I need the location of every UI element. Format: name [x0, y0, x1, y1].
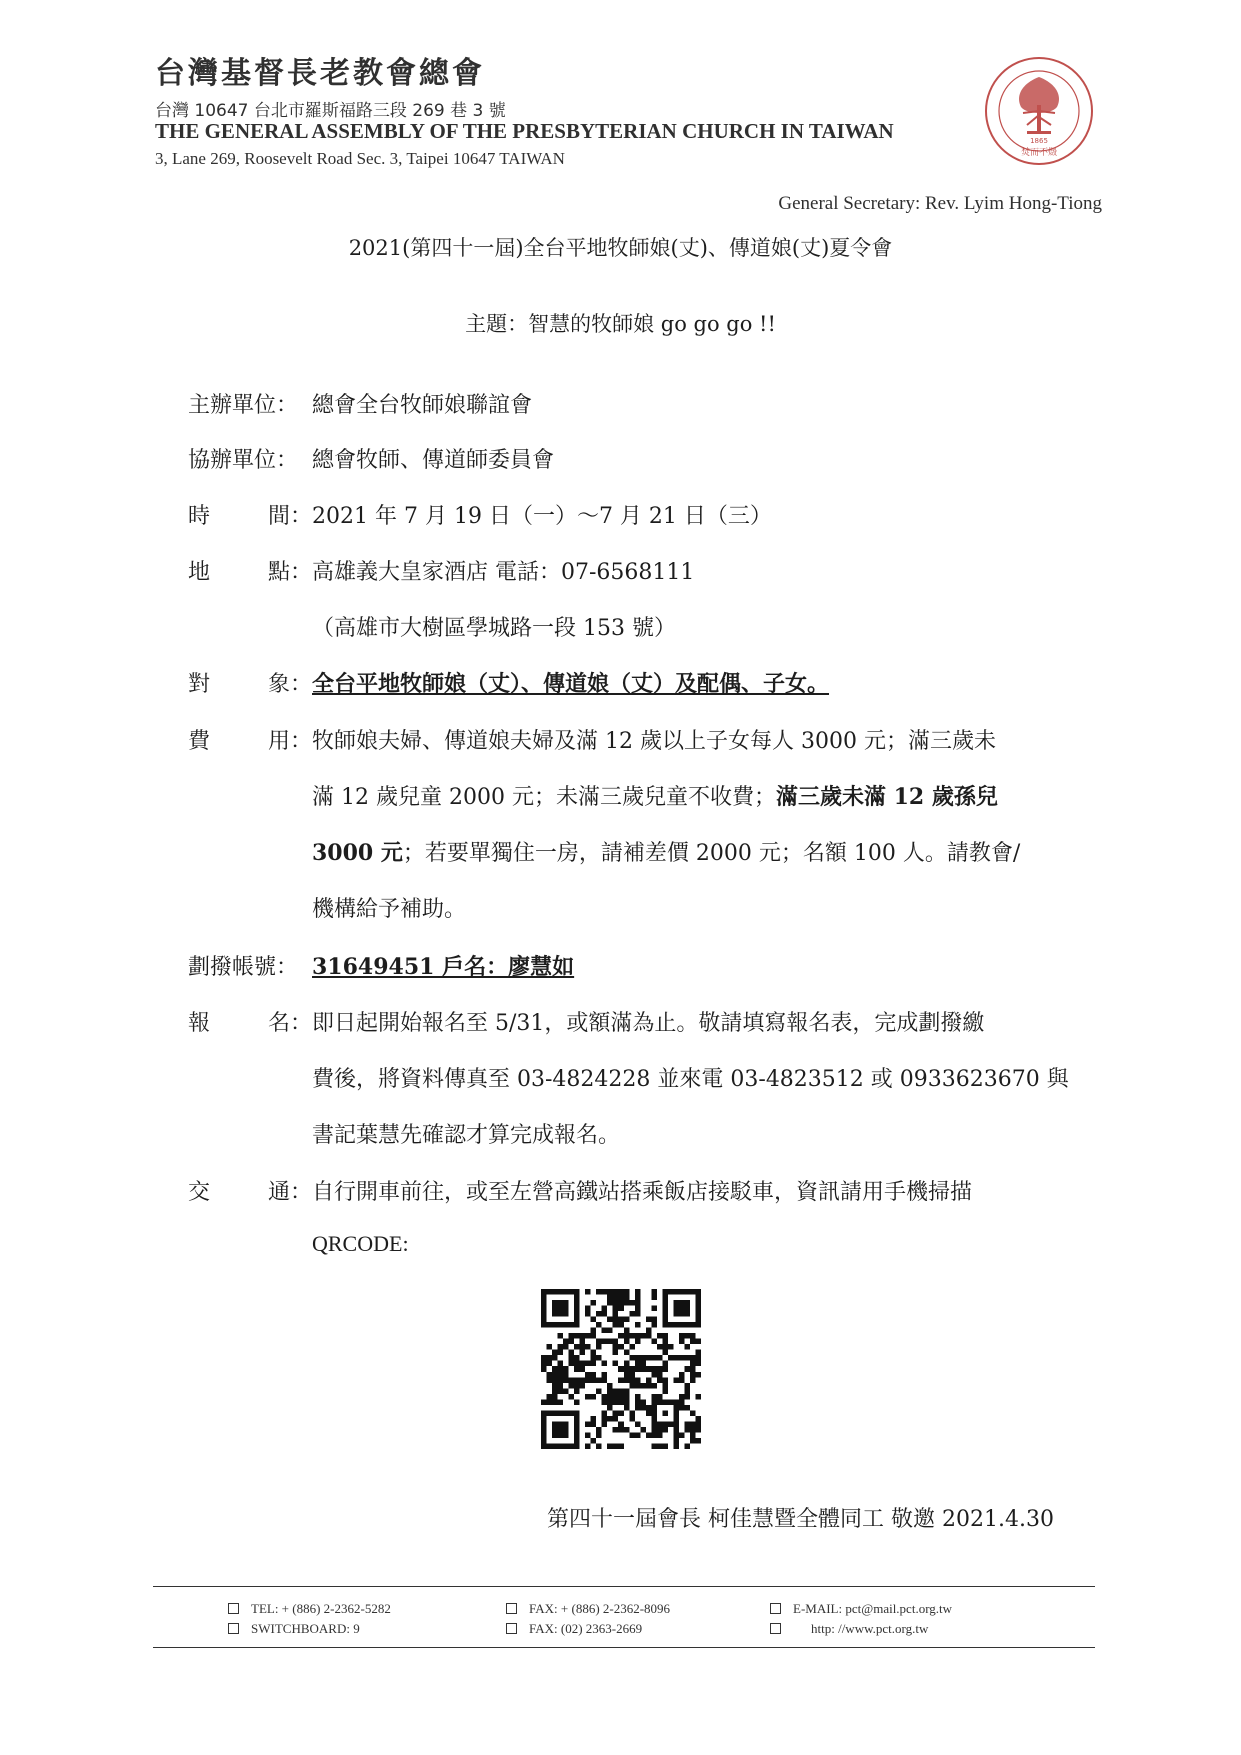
registration-label-a: 報 — [188, 1011, 211, 1036]
registration-line-2: 費後，將資料傳真至 03-4824228 並來電 03-4823512 或 0933623670 與 — [312, 1067, 1069, 1092]
address-zh: 台灣 10647 台北市羅斯福路三段 269 巷 3 號 — [155, 101, 506, 121]
org-name-zh: 台灣基督長老教會總會 — [155, 56, 485, 91]
time-label-a: 時 — [188, 504, 211, 529]
registration-row: 報 名： 即日起開始報名至 5/31，或額滿為止。敬請填寫報名表，完成劃撥繳 — [188, 1006, 1047, 1037]
place-label-b: 點 — [267, 560, 290, 585]
fee-label-a: 費 — [188, 729, 211, 754]
transport-line-2: QRCODE: — [312, 1231, 409, 1256]
registration-label-b: 名 — [267, 1011, 290, 1036]
co-organizer-label: 協辦單位 — [188, 448, 277, 473]
place-address: （高雄市大樹區學城路一段 153 號） — [312, 616, 676, 641]
footer-email[interactable]: E-MAIL: pct@mail.pct.org.tw — [770, 1601, 952, 1617]
fee-line-3 — [312, 836, 1020, 867]
transport-label-a: 交 — [188, 1180, 211, 1205]
target-row: 對 象： 全台平地牧師娘（丈）、傳道娘（丈）及配偶、子女。 — [188, 667, 1047, 698]
qr-code[interactable] — [541, 1289, 701, 1449]
account-label: 劃撥帳號 — [188, 955, 277, 980]
checkbox-icon — [228, 1603, 239, 1614]
transport-label-b: 通 — [267, 1180, 290, 1205]
org-name-en: THE GENERAL ASSEMBLY OF THE PRESBYTERIAN CHURCH IN TAIWAN — [155, 119, 894, 143]
fee-line-3a: 3000 元 — [312, 840, 403, 866]
place-row: 地 點： 高雄義大皇家酒店 電話：07-6568111 — [188, 555, 1047, 586]
footer-web[interactable]: http: //www.pct.org.tw — [770, 1621, 928, 1637]
footer-tel: TEL: + (886) 2-2362-5282 — [228, 1601, 391, 1617]
account-row: 劃撥帳號： 31649451 戶名：廖慧如 — [188, 954, 575, 980]
footer-rule-top — [153, 1586, 1095, 1587]
fee-line-2b: 滿三歲未滿 12 歲孫兒 — [775, 784, 998, 810]
target-label-b: 象 — [267, 672, 290, 697]
time-value: 2021 年 7 月 19 日（一）～7 月 21 日（三） — [312, 504, 772, 529]
seal-year: 1865 — [1030, 137, 1048, 145]
co-organizer-value: 總會牧師、傳道師委員會 — [312, 448, 555, 473]
general-secretary: General Secretary: Rev. Lyim Hong-Tiong — [778, 193, 1102, 214]
target-value: 全台平地牧師娘（丈）、傳道娘（丈）及配偶、子女。 — [312, 671, 830, 697]
checkbox-icon — [770, 1603, 781, 1614]
seal-motto: 焚而不燬 — [1020, 148, 1058, 158]
footer-fax-1: FAX: + (886) 2-2362-8096 — [506, 1601, 670, 1617]
fee-line-3b: ；若要單獨住一房，請補差價 2000 元；名額 100 人。請教會/ — [402, 841, 1021, 866]
time-label-b: 間 — [267, 504, 290, 529]
event-title: 2021(第四十一屆)全台平地牧師娘(丈)、傳道娘(丈)夏令會 — [348, 236, 893, 260]
address-en: 3, Lane 269, Roosevelt Road Sec. 3, Taipei 10647 TAIWAN — [155, 149, 565, 168]
checkbox-icon — [770, 1623, 781, 1634]
place-value: 高雄義大皇家酒店 電話：07-6568111 — [312, 560, 695, 585]
fee-line-2 — [312, 780, 998, 811]
checkbox-icon — [506, 1623, 517, 1634]
fee-label-b: 用 — [267, 729, 290, 754]
co-organizer-row: 協辦單位： 總會牧師、傳道師委員會 — [188, 443, 1047, 474]
organizer-value: 總會全台牧師娘聯誼會 — [312, 393, 533, 418]
organizer-label: 主辦單位 — [188, 393, 277, 418]
registration-line-1: 即日起開始報名至 5/31，或額滿為止。敬請填寫報名表，完成劃撥繳 — [312, 1011, 985, 1036]
footer-fax-2: FAX: (02) 2363-2669 — [506, 1621, 642, 1637]
time-row: 時 間： 2021 年 7 月 19 日（一）～7 月 21 日（三） — [188, 499, 1047, 530]
target-label-a: 對 — [188, 672, 211, 697]
fee-row: 費 用： 牧師娘夫婦、傳道娘夫婦及滿 12 歲以上子女每人 3000 元；滿三歲未 — [188, 724, 1047, 755]
burning-bush-icon — [1019, 77, 1059, 134]
footer-rule-bottom — [153, 1647, 1095, 1648]
fee-line-1: 牧師娘夫婦、傳道娘夫婦及滿 12 歲以上子女每人 3000 元；滿三歲未 — [312, 729, 996, 754]
organizer-row: 主辦單位： 總會全台牧師娘聯誼會 — [188, 388, 1047, 419]
fee-line-4: 機構給予補助。 — [312, 897, 467, 922]
checkbox-icon — [506, 1603, 517, 1614]
place-label-a: 地 — [188, 560, 211, 585]
transport-row: 交 通： 自行開車前往，或至左營高鐵站搭乘飯店接駁車，資訊請用手機掃描 — [188, 1175, 1047, 1206]
transport-line-1: 自行開車前往，或至左營高鐵站搭乘飯店接駁車，資訊請用手機掃描 — [312, 1180, 973, 1205]
account-value: 31649451 戶名：廖慧如 — [312, 954, 575, 980]
signature-line: 第四十一屆會長 柯佳慧暨全體同工 敬邀 2021.4.30 — [547, 1507, 1054, 1532]
event-theme: 主題：智慧的牧師娘 go go go !! — [465, 312, 776, 336]
footer-switchboard: SWITCHBOARD: 9 — [228, 1621, 360, 1637]
checkbox-icon — [228, 1623, 239, 1634]
church-seal-logo — [983, 55, 1095, 167]
fee-line-2a: 滿 12 歲兒童 2000 元；未滿三歲兒童不收費； — [312, 785, 776, 810]
registration-line-3: 書記葉慧先確認才算完成報名。 — [312, 1123, 621, 1148]
